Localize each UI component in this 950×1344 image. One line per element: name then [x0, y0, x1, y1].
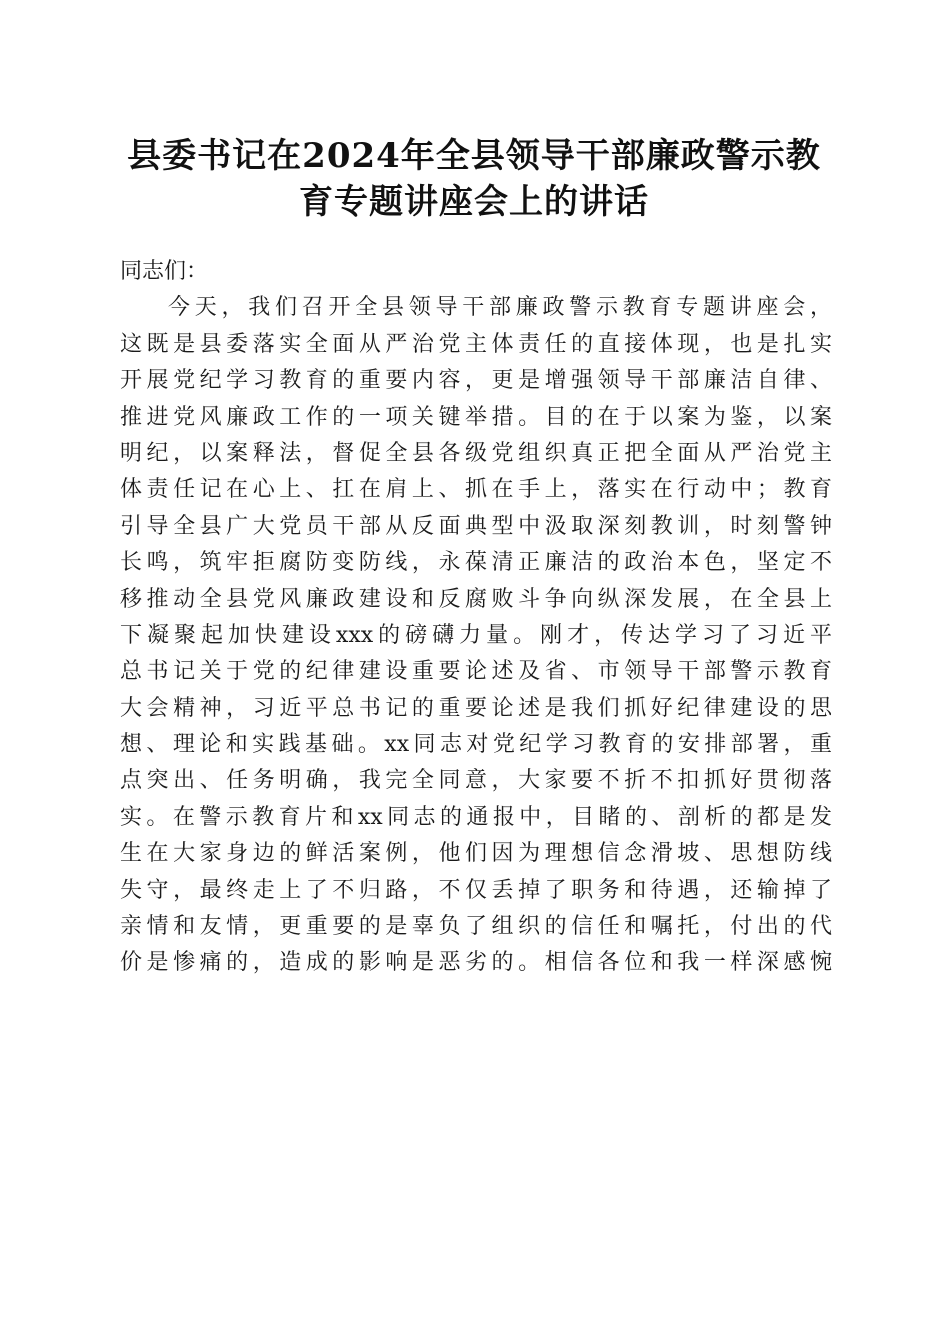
paragraph-line: 点突出、任务明确，我完全同意，大家要不折不扣抓好贯彻落: [120, 768, 832, 794]
paragraph-line: 大会精神，习近平总书记的重要论述是我们抓好纪律建设的思: [120, 695, 832, 721]
paragraph-line: 移推动全县党风廉政建设和反腐败斗争向纵深发展，在全县上: [120, 586, 832, 612]
paragraph-line: 明纪，以案释法，督促全县各级党组织真正把全面从严治党主: [120, 440, 832, 466]
paragraph-line: 推进党风廉政工作的一项关键举措。目的在于以案为鉴，以案: [120, 404, 832, 430]
paragraph-line: 开展党纪学习教育的重要内容，更是增强领导干部廉洁自律、: [120, 368, 832, 394]
title-line-1: 县委书记在2024年全县领导干部廉政警示教: [127, 136, 821, 176]
paragraph-line: 下凝聚起加快建设xxx的磅礴力量。刚才，传达学习了习近平: [120, 622, 832, 648]
document-title: [118, 133, 830, 225]
paragraph-line: 引导全县广大党员干部从反面典型中汲取深刻教训，时刻警钟: [120, 513, 832, 539]
paragraph-line: 亲情和友情，更重要的是辜负了组织的信任和嘱托，付出的代: [120, 914, 832, 940]
document-body: [120, 254, 832, 982]
paragraph-line: 这既是县委落实全面从严治党主体责任的直接体现，也是扎实: [120, 331, 832, 357]
title-line-2: 育专题讲座会上的讲话: [299, 182, 649, 222]
paragraph-line: 体责任记在心上、扛在肩上、抓在手上，落实在行动中；教育: [120, 477, 832, 503]
paragraph-line: 总书记关于党的纪律建设重要论述及省、市领导干部警示教育: [120, 659, 832, 685]
paragraph-line: 长鸣，筑牢拒腐防变防线，永葆清正廉洁的政治本色，坚定不: [120, 550, 832, 576]
paragraph-line: 实。在警示教育片和xx同志的通报中，目睹的、剖析的都是发: [120, 804, 832, 830]
paragraph-line: 今天，我们召开全县领导干部廉政警示教育专题讲座会，: [168, 295, 832, 321]
paragraph-line: 生在大家身边的鲜活案例，他们因为理想信念滑坡、思想防线: [120, 841, 832, 867]
salutation: 同志们：: [120, 259, 209, 284]
paragraph-line: 想、理论和实践基础。xx同志对党纪学习教育的安排部署，重: [120, 732, 832, 758]
paragraph-line: 失守，最终走上了不归路，不仅丢掉了职务和待遇，还输掉了: [120, 877, 832, 903]
paragraph-line: 价是惨痛的，造成的影响是恶劣的。相信各位和我一样深感惋: [120, 950, 832, 976]
